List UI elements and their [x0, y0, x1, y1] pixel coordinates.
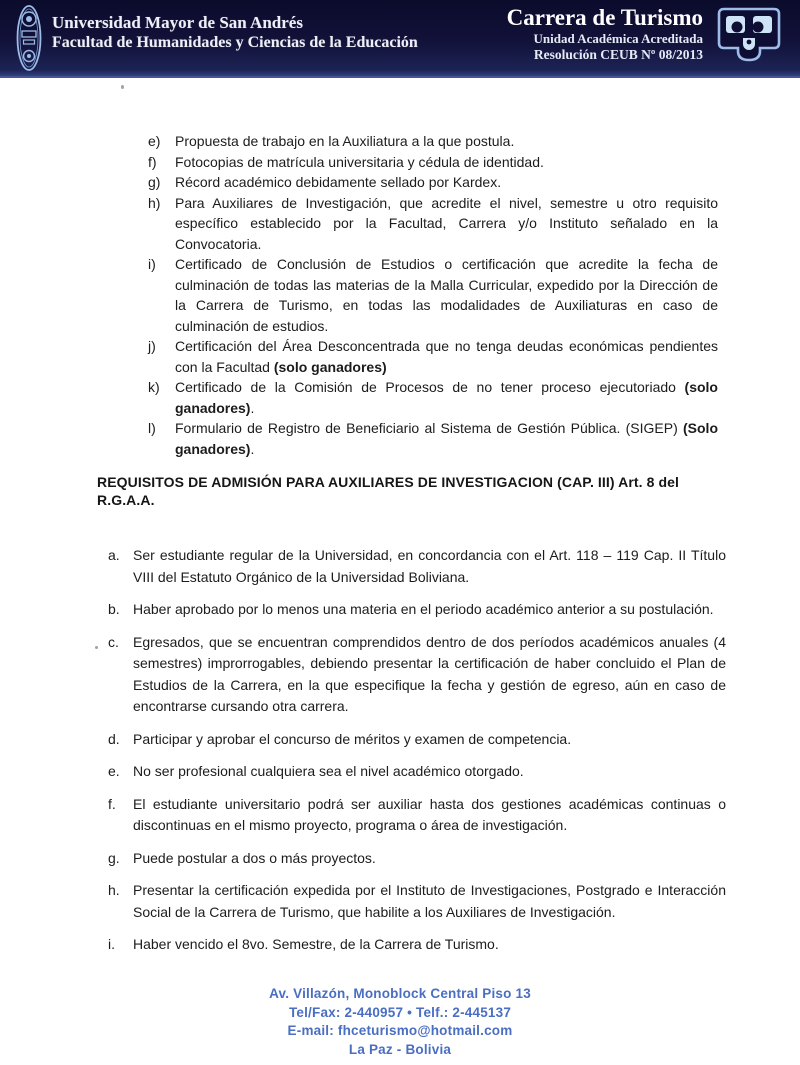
- faculty-name: Facultad de Humanidades y Ciencias de la Educación: [52, 34, 418, 51]
- accreditation-label: Unidad Académica Acreditada: [533, 31, 703, 46]
- letterhead-bar: [0, 0, 800, 78]
- section-heading-line2: R.G.A.A.: [97, 492, 155, 508]
- list-item: [108, 545, 726, 588]
- list-item-label: i): [148, 256, 156, 272]
- list-item: [108, 761, 726, 783]
- list-item: [148, 193, 718, 255]
- list-item-label: h.: [108, 882, 120, 898]
- list-item-label: b.: [108, 601, 120, 617]
- footer-city: La Paz - Bolivia: [348, 1041, 452, 1057]
- list-item: [108, 599, 726, 621]
- list-item-label: f): [148, 153, 157, 170]
- requirements-list: [148, 131, 718, 459]
- section-heading-line1: REQUISITOS DE ADMISIÓN PARA AUXILIARES DE INVESTIGACION (CAP. III) Art. 8 del: [97, 474, 680, 490]
- list-item-label: e): [148, 133, 161, 149]
- list-item-label: j): [148, 338, 156, 354]
- scan-artifact: [95, 646, 98, 649]
- list-item-label: i.: [108, 936, 115, 952]
- list-item-label: g): [148, 174, 161, 190]
- list-item-label: g.: [108, 849, 120, 866]
- admission-requirements-list: [108, 545, 726, 956]
- list-item-text: Propuesta de trabajo en la Auxiliatura a la que postula.: [175, 133, 515, 149]
- list-item-text: Fotocopias de matrícula universitaria y cédula de identidad.: [175, 153, 544, 170]
- contact-footer: [0, 985, 800, 1059]
- tourism-mask-logo: [716, 7, 782, 68]
- list-item: [108, 794, 726, 837]
- list-item: [108, 880, 726, 923]
- footer-phones: Tel/Fax: 2-440957 • Telf.: 2-445137: [288, 1004, 512, 1020]
- list-item-label: k): [148, 379, 160, 395]
- list-item: [148, 336, 718, 377]
- list-item-text: Egresados, que se encuentran comprendidos dentro de dos períodos académicos anuales (4 semestres) improrrogables, debiendo presentar la certificación de haber concluido el Plan de Estudios de la Carrera, en la que especifique la fecha y gestión de egreso, aún en caso de encontrarse cursando otra carrera.: [133, 633, 726, 714]
- list-item-text: Presentar la certificación expedida por el Instituto de Investigaciones, Postgrado e Interacción Social de la Carrera de Turismo, que habilite a los Auxiliares de Investigación.: [133, 882, 726, 920]
- list-item: [148, 418, 718, 459]
- list-item-text: Certificado de la Comisión de Procesos de no tener proceso ejecutoriado (solo ganadores).: [175, 379, 718, 416]
- list-item-text: El estudiante universitario podrá ser auxiliar hasta dos gestiones académicas continuas o discontinuas en el mismo proyecto, programa o área de investigación.: [133, 795, 726, 833]
- list-item: [108, 632, 726, 718]
- list-item: [108, 729, 726, 751]
- program-name: Carrera de Turismo: [506, 5, 703, 30]
- university-name: Universidad Mayor de San Andrés: [52, 13, 303, 32]
- list-item-label: f.: [108, 795, 116, 812]
- resolution-label: Resolución CEUB Nº 08/2013: [533, 47, 703, 62]
- list-item-text: No ser profesional cualquiera sea el nivel académico otorgado.: [133, 763, 524, 779]
- list-item-label: d.: [108, 730, 120, 747]
- list-item: [108, 934, 726, 956]
- list-item-text: Récord académico debidamente sellado por Kardex.: [175, 174, 502, 190]
- list-item: [148, 131, 718, 152]
- list-item-text: Haber vencido el 8vo. Semestre, de la Carrera de Turismo.: [133, 936, 499, 952]
- list-item-label: a.: [108, 547, 120, 563]
- list-item-text: Haber aprobado por lo menos una materia en el periodo académico anterior a su postulación.: [133, 601, 714, 617]
- list-item-label: l): [148, 420, 156, 436]
- university-seal-logo: [16, 4, 42, 77]
- list-item-text: Para Auxiliares de Investigación, que acredite el nivel, semestre u otro requisito específico establecido por la Facultad, Carrera y/o Instituto señalado en la Convocatoria.: [175, 194, 718, 252]
- list-item-text: Certificación del Área Desconcentrada que no tenga deudas económicas pendientes con la Facultad (solo ganadores): [175, 338, 718, 375]
- section-heading: [97, 473, 760, 509]
- list-item: [148, 377, 718, 418]
- list-item: [148, 172, 718, 193]
- list-item-text: Ser estudiante regular de la Universidad, en concordancia con el Art. 118 – 119 Cap. II Título VIII del Estatuto Orgánico de la Universidad Boliviana.: [133, 547, 726, 585]
- list-item: [148, 152, 718, 173]
- institution-titles: [52, 13, 418, 52]
- list-item-label: h): [148, 194, 161, 211]
- list-item: [148, 254, 718, 336]
- scan-artifact: [121, 85, 124, 89]
- list-item-label: e.: [108, 763, 120, 779]
- list-item-text: Formulario de Registro de Beneficiario al Sistema de Gestión Pública. (SIGEP) (Solo ganadores).: [175, 420, 718, 457]
- list-item-text: Participar y aprobar el concurso de méritos y examen de competencia.: [133, 730, 572, 747]
- list-item-text: Puede postular a dos o más proyectos.: [133, 849, 376, 866]
- list-item-text: Certificado de Conclusión de Estudios o certificación que acredite la fecha de culminación de todas las materias de la Malla Curricular, expedido por la Dirección de la Carrera de Turismo, en todas las modalidades de Auxiliaturas en caso de culminación de estudios.: [175, 256, 718, 334]
- list-item-label: c.: [108, 633, 119, 650]
- program-titles: [507, 5, 703, 62]
- footer-email: E-mail: fhceturismo@hotmail.com: [287, 1023, 513, 1038]
- list-item: [108, 848, 726, 870]
- footer-address: Av. Villazón, Monoblock Central Piso 13: [269, 986, 531, 1001]
